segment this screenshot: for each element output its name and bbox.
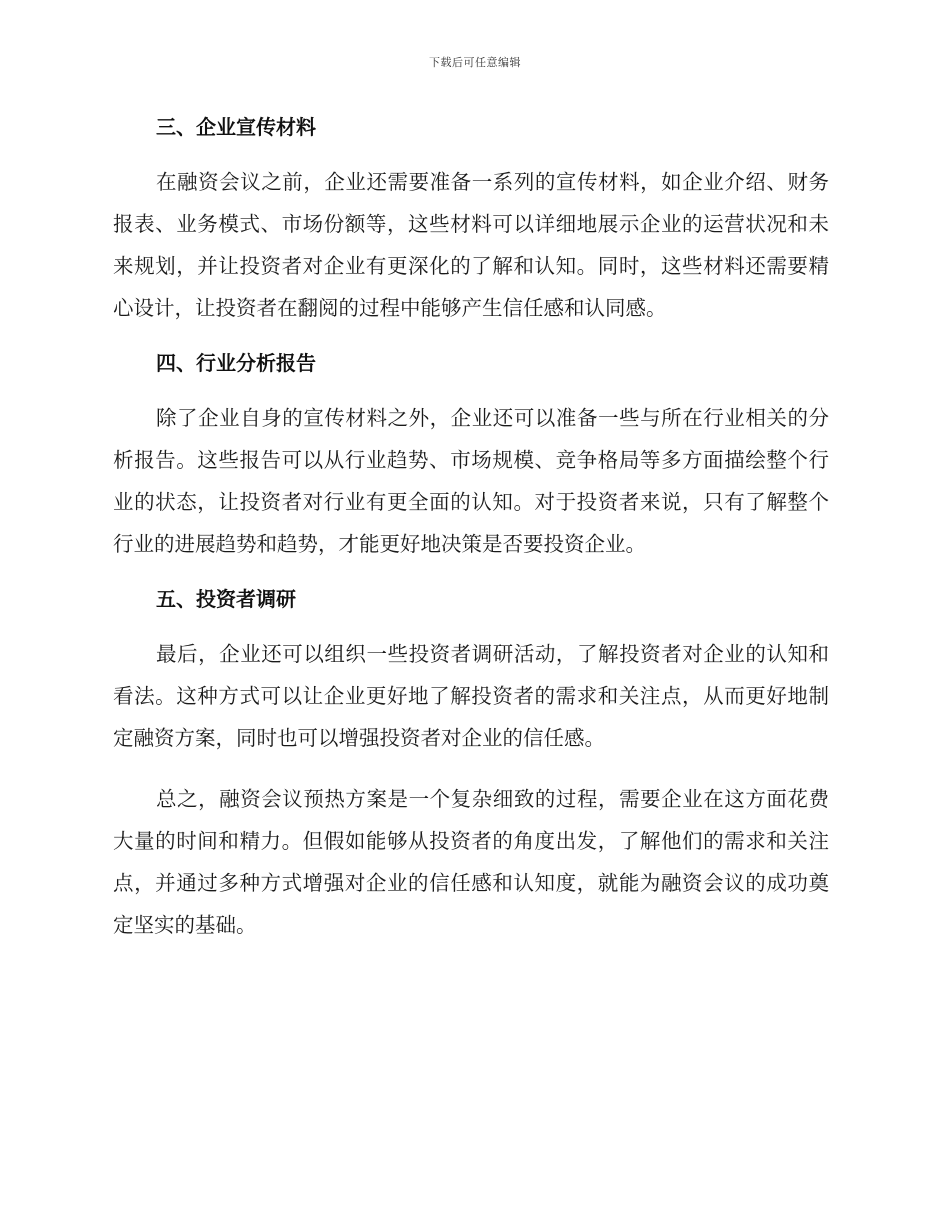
section-promotional-materials bbox=[113, 112, 829, 329]
section-heading: 三、企业宣传材料 bbox=[156, 115, 316, 139]
paragraph: 除了企业自身的宣传材料之外，企业还可以准备一些与所在行业相关的分析报告。这些报告可以从行业趋势、市场规模、竞争格局等多方面描绘整个行业的状态，让投资者对行业有更全面的认知。对于投资者来说，只有了解整个行业的进展趋势和趋势，才能更好地决策是否要投资企业。 bbox=[113, 406, 829, 556]
paragraph-conclusion: 总之，融资会议预热方案是一个复杂细致的过程，需要企业在这方面花费大量的时间和精力。但假如能够从投资者的角度出发，了解他们的需求和关注点，并通过多种方式增强对企业的信任感和认知度，就能为融资会议的成功奠定坚实的基础。 bbox=[113, 787, 829, 937]
section-heading: 五、投资者调研 bbox=[156, 587, 296, 611]
paragraph: 在融资会议之前，企业还需要准备一系列的宣传材料，如企业介绍、财务报表、业务模式、市场份额等，这些材料可以详细地展示企业的运营状况和未来规划，并让投资者对企业有更深化的了解和认知。同时，这些材料还需要精心设计，让投资者在翻阅的过程中能够产生信任感和认同感。 bbox=[113, 170, 829, 320]
section-heading: 四、行业分析报告 bbox=[156, 351, 316, 375]
section-industry-analysis bbox=[113, 348, 829, 565]
section-investor-research bbox=[113, 584, 829, 946]
paragraph: 最后，企业还可以组织一些投资者调研活动，了解投资者对企业的认知和看法。这种方式可以让企业更好地了解投资者的需求和关注点，从而更好地制定融资方案，同时也可以增强投资者对企业的信任感。 bbox=[113, 642, 829, 750]
document-body bbox=[113, 112, 829, 965]
page-header-note: 下载后可任意编辑 bbox=[429, 56, 521, 69]
